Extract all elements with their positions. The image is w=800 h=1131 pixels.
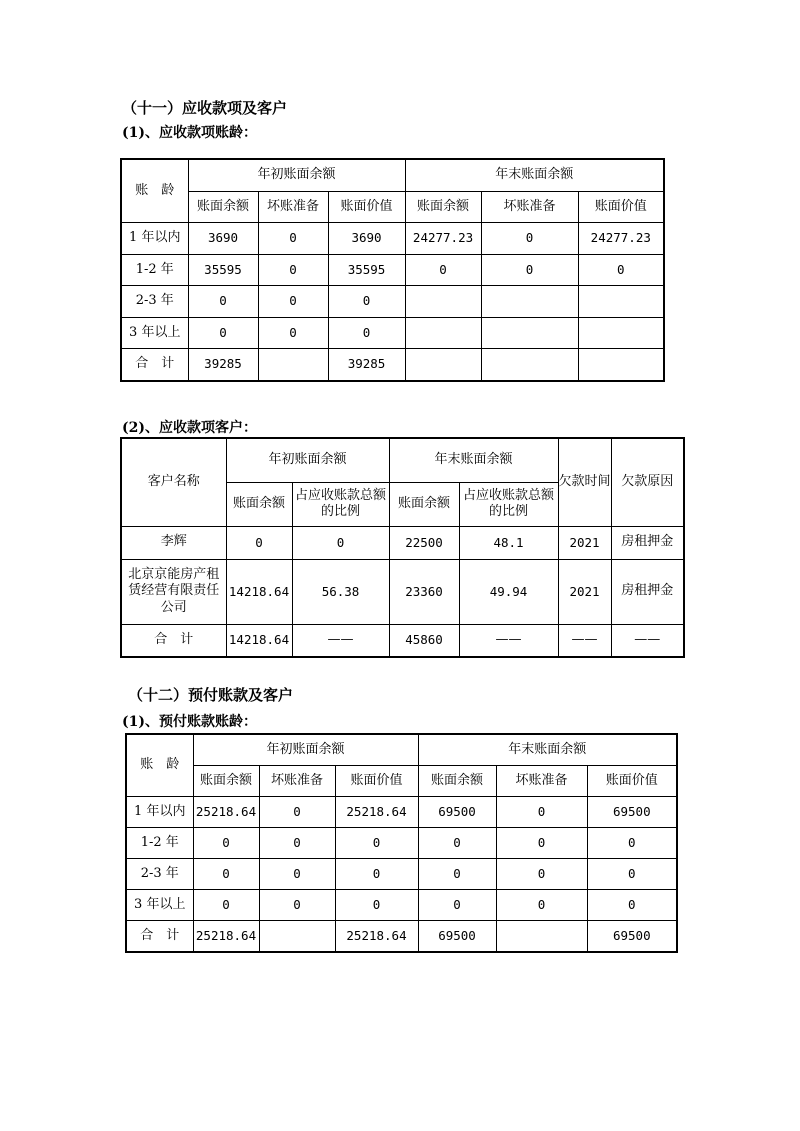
cell: 25218.64	[193, 921, 259, 953]
col-header: 占应收账款总额的比例	[459, 482, 558, 526]
cell: 0	[335, 828, 418, 859]
cell: 0	[193, 828, 259, 859]
cell: 39285	[328, 349, 405, 381]
cell: 0	[335, 859, 418, 890]
col-header: 占应收账款总额的比例	[292, 482, 389, 526]
cell	[496, 921, 587, 953]
table-row	[126, 797, 677, 828]
cell	[405, 317, 481, 349]
cell	[258, 349, 328, 381]
cell: 2021	[558, 526, 611, 559]
cell: 56.38	[292, 559, 389, 624]
row-label: 3 年以上	[126, 890, 193, 921]
cell: 69500	[418, 921, 496, 953]
cell: 0	[587, 890, 677, 921]
table-row	[126, 828, 677, 859]
cell: 0	[259, 890, 335, 921]
row-label: 合 计	[121, 349, 188, 381]
cell: 69500	[418, 797, 496, 828]
header-row	[121, 159, 664, 191]
cell: 25218.64	[335, 797, 418, 828]
cell: 0	[193, 890, 259, 921]
cell: 2021	[558, 559, 611, 624]
cell	[405, 286, 481, 318]
cell: 0	[481, 223, 578, 255]
cell: 35595	[188, 254, 258, 286]
cell: 0	[496, 828, 587, 859]
total-row	[121, 349, 664, 381]
row-label: 1 年以内	[121, 223, 188, 255]
customer-name-header: 客户名称	[121, 438, 226, 526]
cell	[481, 286, 578, 318]
col-header: 账面余额	[389, 482, 459, 526]
cell: 25218.64	[193, 797, 259, 828]
age-header: 账 龄	[126, 734, 193, 797]
cell: 39285	[188, 349, 258, 381]
cell: 14218.64	[226, 559, 292, 624]
cell	[259, 921, 335, 953]
cell: 0	[328, 317, 405, 349]
cell: 0	[188, 286, 258, 318]
subheader-row	[121, 191, 664, 223]
debt-reason-header: 欠款原因	[611, 438, 684, 526]
cell	[578, 286, 664, 318]
col-header: 账面价值	[328, 191, 405, 223]
row-label: 2-3 年	[126, 859, 193, 890]
col-header: 账面余额	[405, 191, 481, 223]
table-row	[121, 317, 664, 349]
cell: 0	[481, 254, 578, 286]
table-row	[121, 526, 684, 559]
cell: 0	[258, 286, 328, 318]
prepayment-aging-title: (1)、预付账款账龄：	[122, 714, 257, 730]
cell	[481, 317, 578, 349]
cell: 0	[496, 890, 587, 921]
row-label: 1-2 年	[121, 254, 188, 286]
subheader-row	[126, 766, 677, 797]
cell: 0	[226, 526, 292, 559]
end-balance-group: 年末账面余额	[405, 159, 664, 191]
col-header: 账面余额	[226, 482, 292, 526]
age-header: 账 龄	[121, 159, 188, 223]
table-row	[126, 890, 677, 921]
cell: 0	[587, 828, 677, 859]
cell: 0	[405, 254, 481, 286]
receivable-aging-table	[120, 158, 665, 382]
col-header: 账面余额	[418, 766, 496, 797]
cell: 49.94	[459, 559, 558, 624]
total-row	[126, 921, 677, 953]
section-12-title: （十二）预付账款及客户	[128, 686, 294, 704]
header-row	[126, 734, 677, 766]
cell: 69500	[587, 797, 677, 828]
cell: 0	[259, 797, 335, 828]
cell: 24277.23	[578, 223, 664, 255]
cell: 23360	[389, 559, 459, 624]
customer-name: 李辉	[121, 526, 226, 559]
cell: ——	[611, 624, 684, 657]
cell: 0	[259, 859, 335, 890]
begin-balance-group: 年初账面余额	[193, 734, 418, 766]
debt-time-header: 欠款时间	[558, 438, 611, 526]
col-header: 账面价值	[578, 191, 664, 223]
cell: 0	[496, 797, 587, 828]
cell: 24277.23	[405, 223, 481, 255]
table-row	[121, 254, 664, 286]
col-header: 坏账准备	[481, 191, 578, 223]
cell: 0	[418, 859, 496, 890]
cell: 3690	[188, 223, 258, 255]
row-label: 3 年以上	[121, 317, 188, 349]
end-balance-group: 年末账面余额	[418, 734, 677, 766]
cell: 0	[418, 890, 496, 921]
cell: 0	[292, 526, 389, 559]
prepayment-aging-table	[125, 733, 678, 953]
cell: 房租押金	[611, 559, 684, 624]
receivable-customer-table	[120, 437, 685, 658]
row-label: 合 计	[121, 624, 226, 657]
receivable-customer-title: (2)、应收款项客户：	[122, 420, 257, 436]
cell: ——	[459, 624, 558, 657]
cell: 0	[258, 223, 328, 255]
cell: 0	[259, 828, 335, 859]
cell: 3690	[328, 223, 405, 255]
cell	[405, 349, 481, 381]
customer-name: 北京京能房产租赁经营有限责任公司	[121, 559, 226, 624]
cell: 0	[258, 254, 328, 286]
receivable-aging-title: (1)、应收款项账龄：	[122, 125, 257, 141]
cell: ——	[558, 624, 611, 657]
table-row	[121, 559, 684, 624]
col-header: 坏账准备	[259, 766, 335, 797]
cell: 22500	[389, 526, 459, 559]
section-11-title: （十一）应收款项及客户	[122, 99, 288, 117]
cell: 0	[578, 254, 664, 286]
col-header: 账面价值	[587, 766, 677, 797]
cell: ——	[292, 624, 389, 657]
cell: 69500	[587, 921, 677, 953]
col-header: 坏账准备	[496, 766, 587, 797]
row-label: 1-2 年	[126, 828, 193, 859]
cell: 房租押金	[611, 526, 684, 559]
begin-balance-group: 年初账面余额	[188, 159, 405, 191]
cell: 48.1	[459, 526, 558, 559]
cell: 0	[193, 859, 259, 890]
cell: 0	[418, 828, 496, 859]
cell: 0	[587, 859, 677, 890]
cell: 35595	[328, 254, 405, 286]
cell: 0	[258, 317, 328, 349]
end-balance-group: 年末账面余额	[389, 438, 558, 482]
col-header: 账面价值	[335, 766, 418, 797]
col-header: 账面余额	[188, 191, 258, 223]
cell	[481, 349, 578, 381]
cell: 25218.64	[335, 921, 418, 953]
cell: 0	[496, 859, 587, 890]
col-header: 账面余额	[193, 766, 259, 797]
begin-balance-group: 年初账面余额	[226, 438, 389, 482]
cell	[578, 349, 664, 381]
cell	[578, 317, 664, 349]
cell: 0	[328, 286, 405, 318]
header-row	[121, 438, 684, 482]
row-label: 1 年以内	[126, 797, 193, 828]
table-row	[121, 286, 664, 318]
total-row	[121, 624, 684, 657]
cell: 45860	[389, 624, 459, 657]
cell: 0	[188, 317, 258, 349]
col-header: 坏账准备	[258, 191, 328, 223]
table-row	[121, 223, 664, 255]
cell: 14218.64	[226, 624, 292, 657]
row-label: 合 计	[126, 921, 193, 953]
cell: 0	[335, 890, 418, 921]
row-label: 2-3 年	[121, 286, 188, 318]
table-row	[126, 859, 677, 890]
